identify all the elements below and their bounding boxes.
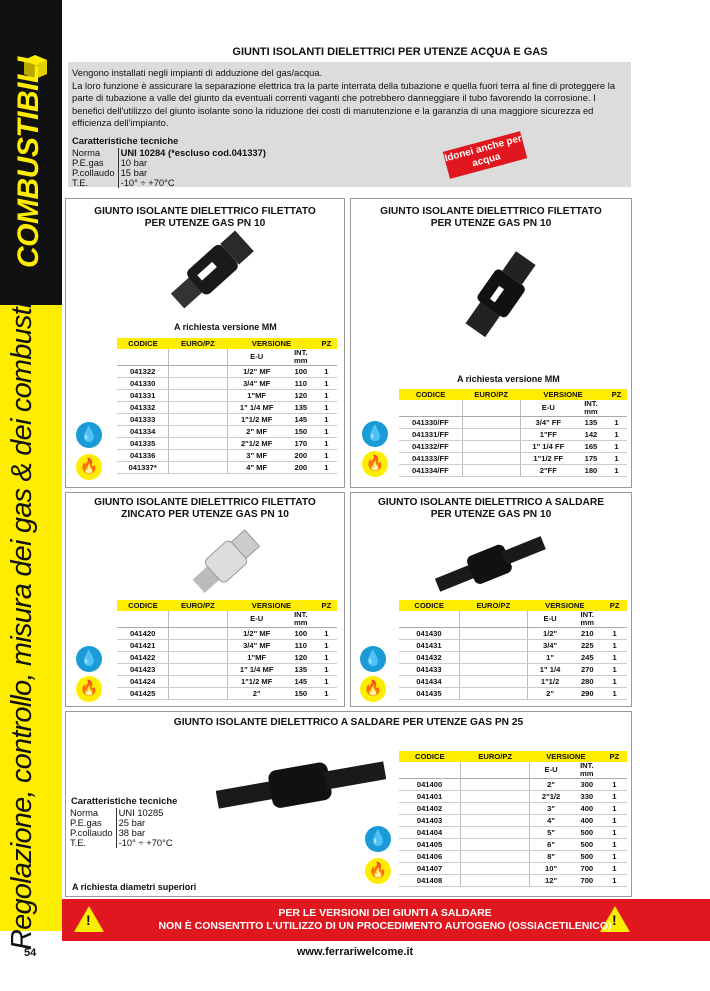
joint-zinc-image [186,527,266,599]
table-row: 041336 3" MF 200 1 [117,450,337,462]
section-subtitle: Regolazione, controllo, misura dei gas & dei combustibili [6,270,38,950]
product-table: CODICE EURO/PZ VERSIONE PZ E-U INT. mm 041330/FF 3/4" FF 135 1 041331/FF 1"FF 142 1 041332/FF 1" 1/4 FF 165 1 041333/FF 1"1/2 FF 175 1 041334/FF 2"FF 180 1 [399,389,627,477]
flame-icon: 🔥 [76,454,102,480]
table-row: 041332/FF 1" 1/4 FF 165 1 [399,441,627,453]
product-table: CODICE EURO/PZ VERSIONE PZ E-U INT. mm 041430 1/2" 210 1 041431 3/4" 225 1 041432 1" 245 1 041433 1" 1/4 270 1 041434 1"1/2 280 1 041435 2" 290 1 [399,600,627,700]
warning-triangle-icon: ! [74,906,104,932]
table-row: 041331/FF 1"FF 142 1 [399,429,627,441]
specs-table: Norma UNI 10284 (*escluso cod.041337) P.E.gas 10 bar P.collaudo 15 bar T.E. -10° ÷ +70°C [72,148,269,188]
table-row: 041433 1" 1/4 270 1 [399,664,627,676]
table-row: 041332 1" 1/4 MF 135 1 [117,402,337,414]
table-row: 041423 1" 1/4 MF 135 1 [117,664,337,676]
water-drop-icon: 💧 [360,646,386,672]
table-row: 041330 3/4" MF 110 1 [117,378,337,390]
specs-title: Caratteristiche tecniche [72,134,179,146]
table-row: 041434 1"1/2 280 1 [399,676,627,688]
table-row: 041425 2" 150 1 [117,688,337,700]
water-drop-icon: 💧 [76,646,102,672]
table-row: 041333 1"1/2 MF 145 1 [117,414,337,426]
flame-icon: 🔥 [362,451,388,477]
note-larger: A richiesta diametri superiori [72,882,197,892]
table-row: 041402 3" 400 1 [399,803,627,815]
table-row: 041333/FF 1"1/2 FF 175 1 [399,453,627,465]
table-row: 041322 1/2" MF 100 1 [117,366,337,378]
warning-triangle-icon: ! [600,906,630,932]
table-row: 041405 6" 500 1 [399,839,627,851]
specs-table: Norma UNI 10285 P.E.gas 25 bar P.collaudo 38 bar T.E. -10° ÷ +70°C [70,808,176,848]
joint-threaded-ff-image [455,235,545,355]
table-row: 041431 3/4" 225 1 [399,640,627,652]
panel-title: GIUNTO ISOLANTE DIELETTRICO FILETTATO PER UTENZE GAS PN 10 [380,206,602,229]
table-row: 041331 1"MF 120 1 [117,390,337,402]
promo-badge: Idonei anche per acqua [443,131,528,179]
table-row: 041334 2" MF 150 1 [117,426,337,438]
product-table: CODICE EURO/PZ VERSIONE PZ E-U INT. mm 041400 2" 300 1 041401 2"1/2 330 1 041402 3" 400 1 041403 4" 400 1 041404 5" 500 1 041405 6" 500 1 041406 8" 500 1 041407 10" 700 1 041408 12" 700 1 [399,751,627,887]
panel-title: GIUNTO ISOLANTE DIELETTRICO A SALDARE PER UTENZE GAS PN 10 [377,497,604,520]
warning-text: PER LE VERSIONI DEI GIUNTI A SALDARE NON È CONSENTITO L'UTILIZZO DI UN PROCEDIMENTO AUTOGENO (OSSIACETILENICO) [158,907,612,932]
table-row: 041400 2" 300 1 [399,779,627,791]
page-number: 54 [24,947,37,959]
table-row: 041401 2"1/2 330 1 [399,791,627,803]
water-drop-icon: 💧 [365,826,391,852]
panel-title: GIUNTO ISOLANTE DIELETTRICO A SALDARE PER UTENZE GAS PN 25 [173,717,524,728]
intro-text-1: Vengono installati negli impianti di adduzione del gas/acqua. [72,67,323,78]
intro-text-2: La loro funzione è assicurare la separazione elettrica tra la parte interrata della tubazione e quella fuori terra al fine di proteggere la parte di tubazione a valle del giunto da eventuali correnti vaganti che potrebbero danneggiare il tubo favorendo la corrosione. I benefici dell'utilizzo del giunto isolante sono la riduzione dei costi di manutenzione e la garanzia di una maggiore sicurezza ed efficienza dell'impianto. [72,79,616,129]
joint-weld-image [433,533,548,593]
flame-icon: 🔥 [76,676,102,702]
water-drop-icon: 💧 [362,421,388,447]
table-row: 041430 1/2" 210 1 [399,628,627,640]
water-drop-icon: 💧 [76,422,102,448]
specs-title: Caratteristiche tecniche [71,795,178,806]
table-row: 041422 1"MF 120 1 [117,652,337,664]
table-row: 041337* 4" MF 200 1 [117,462,337,474]
flame-icon: 🔥 [365,858,391,884]
table-row: 041403 4" 400 1 [399,815,627,827]
product-table: CODICE EURO/PZ VERSIONE PZ E-U INT. mm 041322 1/2" MF 100 1 041330 3/4" MF 110 1 041331 1"MF 120 1 041332 1" 1/4 MF 135 1 041333 1"1/2 MF 145 1 041334 2" MF 150 1 041335 2"1/2 MF 170 1 041336 3" MF 200 1 041337* 4" MF 200 1 [117,338,337,474]
category-label: COMBUSTIBILI [12,57,45,268]
table-row: 041432 1" 245 1 [399,652,627,664]
note-mm: A richiesta versione MM [174,322,277,332]
website-link[interactable]: www.ferrariwelcome.it [296,946,414,958]
flame-icon: 🔥 [360,676,386,702]
table-row: 041334/FF 2"FF 180 1 [399,465,627,477]
panel-title: GIUNTO ISOLANTE DIELETTRICO FILETTATO PER UTENZE GAS PN 10 [94,206,316,229]
table-row: 041408 12" 700 1 [399,875,627,887]
intro-box [68,62,631,187]
joint-threaded-image [156,227,266,315]
table-row: 041424 1"1/2 MF 145 1 [117,676,337,688]
table-row: 041435 2" 290 1 [399,688,627,700]
table-row: 041420 1/2" MF 100 1 [117,628,337,640]
table-row: 041406 8" 500 1 [399,851,627,863]
table-row: 041404 5" 500 1 [399,827,627,839]
product-table: CODICE EURO/PZ VERSIONE PZ E-U INT. mm 041420 1/2" MF 100 1 041421 3/4" MF 110 1 041422 1"MF 120 1 041423 1" 1/4 MF 135 1 041424 1"1/2 MF 145 1 041425 2" 150 1 [117,600,337,700]
note-mm: A richiesta versione MM [457,374,560,384]
table-row: 041335 2"1/2 MF 170 1 [117,438,337,450]
joint-weld-pn25-image [216,752,386,818]
table-row: 041421 3/4" MF 110 1 [117,640,337,652]
page-title: GIUNTI ISOLANTI DIELETTRICI PER UTENZE ACQUA E GAS [232,46,548,58]
table-row: 041330/FF 3/4" FF 135 1 [399,417,627,429]
table-row: 041407 10" 700 1 [399,863,627,875]
panel-title: GIUNTO ISOLANTE DIELETTRICO FILETTATO ZINCATO PER UTENZE GAS PN 10 [94,497,316,520]
